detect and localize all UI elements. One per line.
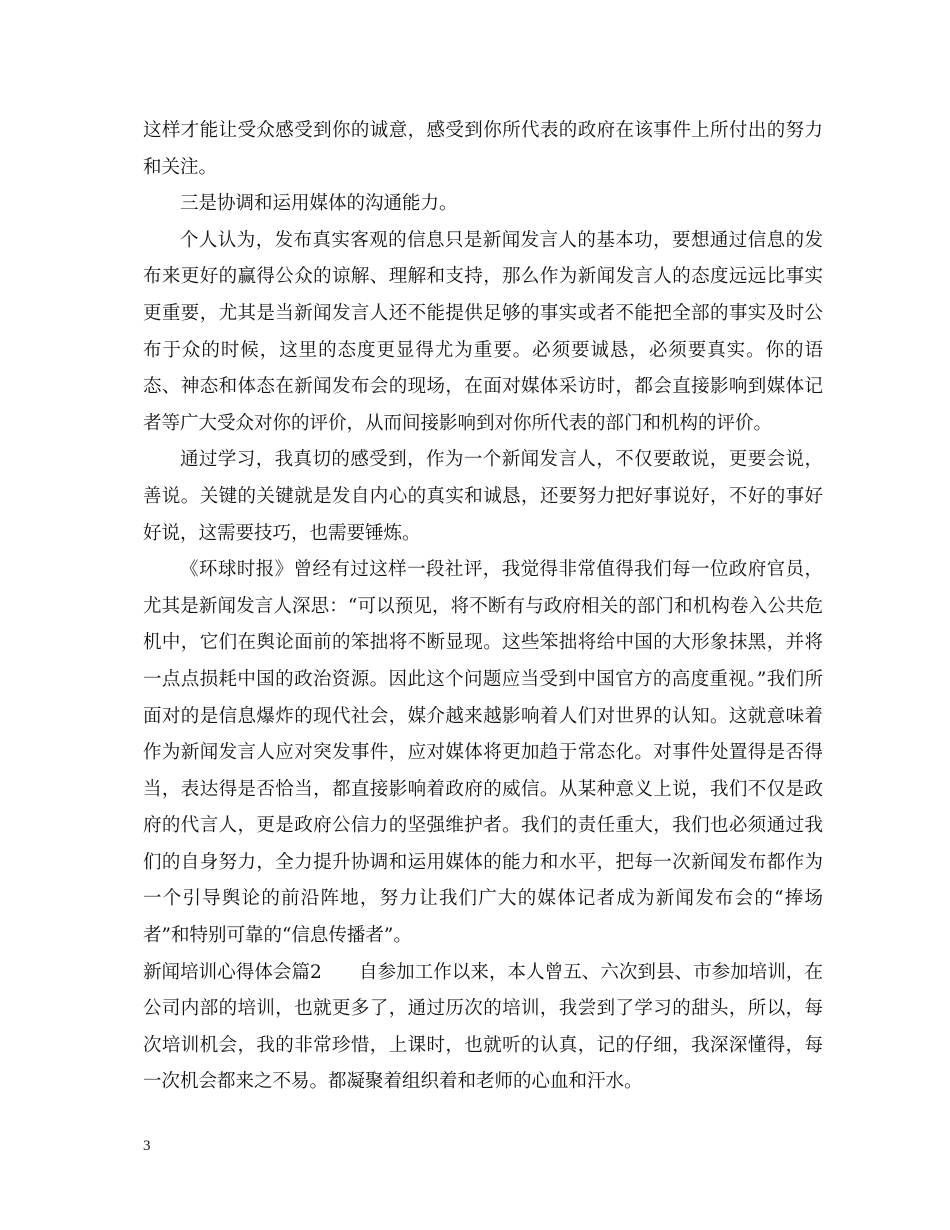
paragraph-6: 新闻培训心得体会篇2 自参加工作以来，本人曾五、六次到县、市参加培训，在公司内部的培训，也就更多了，通过历次的培训，我尝到了学习的甜头，所以，每次培训机会，我的非常珍惜，上课时，也就听的认真，记的仔细，我深深懂得，每一次机会都来之不易。都凝聚着组织着和老师的心血和汗水。 <box>143 961 823 1093</box>
paragraph-3: 个人认为，发布真实客观的信息只是新闻发言人的基本功，要想通过信息的发布来更好的赢得公众的谅解、理解和支持，那么作为新闻发言人的态度远远比事实更重要，尤其是当新闻发言人还不能提供足够的事实或者不能把全部的事实及时公布于众的时候，这里的态度更显得尤为重要。必须要诚恳，必须要真实。你的语态、神态和体态在新闻发布会的现场，在面对媒体采访时，都会直接影响到媒体记者等广大受众对你的评价，从而间接影响到对你所代表的部门和机构的评价。 <box>143 229 823 434</box>
document-body <box>143 113 823 1101</box>
page-number: 3 <box>143 1138 151 1154</box>
paragraph-2: 三是协调和运用媒体的沟通能力。 <box>180 193 458 215</box>
paragraph-1: 这样才能让受众感受到你的诚意，感受到你所代表的政府在该事件上所付出的努力和关注。 <box>143 120 823 178</box>
paragraph-5: 《环球时报》曾经有过这样一段社评，我觉得非常值得我们每一位政府官员，尤其是新闻发言人深思：“可以预见，将不断有与政府相关的部门和机构卷入公共危机中，它们在舆论面前的笨拙将不断显现。这些笨拙将给中国的大形象抹黑，并将一点点损耗中国的政治资源。因此这个问题应当受到中国官方的高度重视。”我们所面对的是信息爆炸的现代社会，媒介越来越影响着人们对世界的认知。这就意味着作为新闻发言人应对突发事件，应对媒体将更加趋于常态化。对事件处置得是否得当，表达得是否恰当，都直接影响着政府的威信。从某种意义上说，我们不仅是政府的代言人，更是政府公信力的坚强维护者。我们的责任重大，我们也必须通过我们的自身努力，全力提升协调和运用媒体的能力和水平，把每一次新闻发布都作为一个引导舆论的前沿阵地，努力让我们广大的媒体记者成为新闻发布会的“捧场者”和特别可靠的“信息传播者”。 <box>143 559 823 947</box>
paragraph-4: 通过学习，我真切的感受到，作为一个新闻发言人，不仅要敢说，更要会说，善说。关键的关键就是发自内心的真实和诚恳，还要努力把好事说好，不好的事好好说，这需要技巧，也需要锤炼。 <box>143 449 823 544</box>
